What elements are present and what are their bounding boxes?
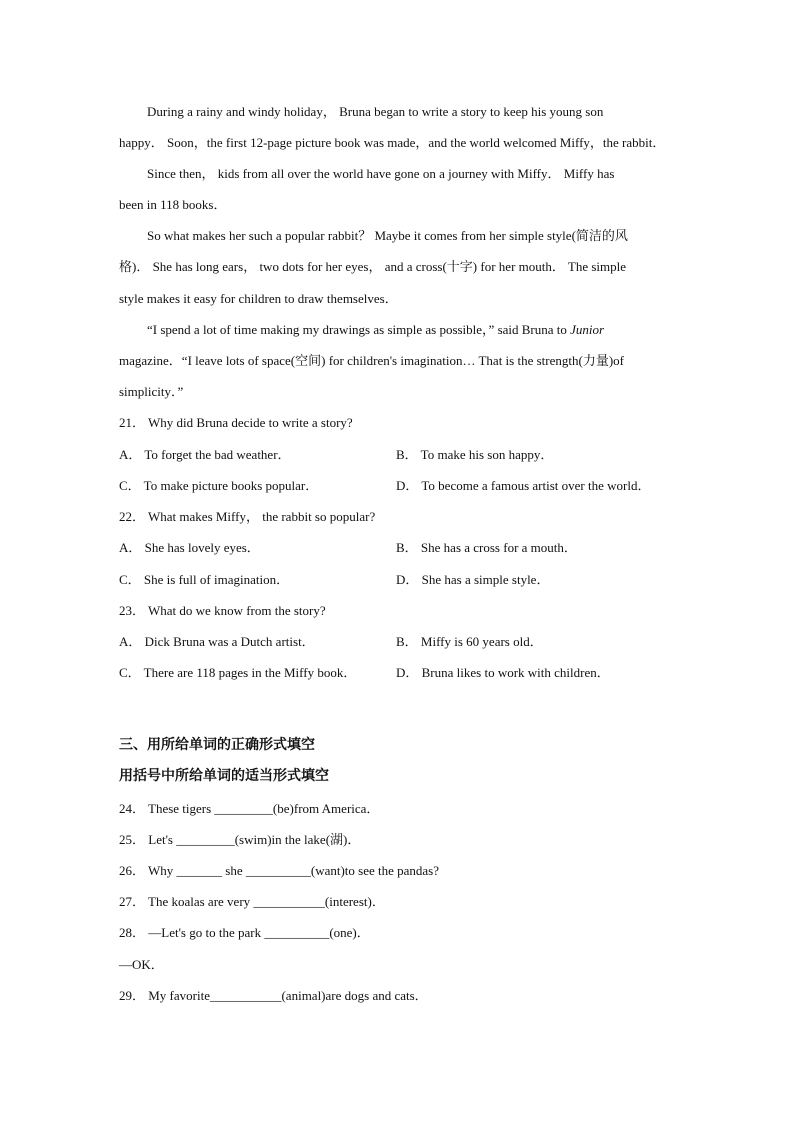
question-stem: 21． Why did Bruna decide to write a story? xyxy=(119,415,353,430)
option-c[interactable]: C． She is full of imagination． xyxy=(119,572,290,587)
fill-blank-item: 25． Let's _________(swim)in the lake(湖)． xyxy=(119,832,361,847)
fill-blank-item: 28． —Let's go to the park __________(one)． xyxy=(119,925,370,940)
option-a[interactable]: A． To forget the bad weather． xyxy=(119,447,291,462)
fill-blank-item: 26． Why _______ she __________(want)to see the pandas? xyxy=(119,863,440,878)
passage-line: simplicity．” xyxy=(119,384,184,399)
option-b[interactable]: B． She has a cross for a mouth． xyxy=(396,540,577,555)
fill-blank-item: 29． My favorite___________(animal)are dogs and cats． xyxy=(119,988,428,1003)
passage-line: been in 118 books． xyxy=(119,197,227,212)
option-b[interactable]: B． To make his son happy． xyxy=(396,447,554,462)
fill-blank-item: 24． These tigers _________(be)from America． xyxy=(119,801,380,816)
fill-blank-item: 27． The koalas are very ___________(interest)． xyxy=(119,894,385,909)
option-c[interactable]: C． To make picture books popular． xyxy=(119,478,319,493)
passage-line: During a rainy and windy holiday， Bruna began to write a story to keep his young son xyxy=(147,104,604,119)
option-d[interactable]: D． To become a famous artist over the world． xyxy=(396,478,651,493)
question-stem: 23． What do we know from the story? xyxy=(119,603,326,618)
passage-line: style makes it easy for children to draw themselves． xyxy=(119,291,398,306)
passage-text: “I spend a lot of time making my drawings as simple as possible，” said Bruna to xyxy=(147,322,571,337)
passage-line: Since then， kids from all over the world have gone on a journey with Miffy． Miffy has xyxy=(147,166,615,181)
question-stem: 22． What makes Miffy， the rabbit so popular? xyxy=(119,509,376,524)
passage-line: happy． Soon，the first 12-page picture book was made，and the world welcomed Miffy，the rabbit． xyxy=(119,135,666,150)
option-b[interactable]: B． Miffy is 60 years old． xyxy=(396,634,543,649)
section-heading: 三、用所给单词的正确形式填空 xyxy=(119,738,315,753)
fill-blank-reply: —OK． xyxy=(119,957,164,972)
option-d[interactable]: D． Bruna likes to work with children． xyxy=(396,665,610,680)
passage-line: So what makes her such a popular rabbit？ Maybe it comes from her simple style(简洁的风 xyxy=(147,228,628,243)
passage-line: magazine．“I leave lots of space(空间) for children's imagination… That is the strength(力量)of xyxy=(119,353,624,368)
option-a[interactable]: A． Dick Bruna was a Dutch artist． xyxy=(119,634,315,649)
passage-line xyxy=(147,321,604,339)
option-d[interactable]: D． She has a simple style． xyxy=(396,572,550,587)
section-subheading: 用括号中所给单词的适当形式填空 xyxy=(119,769,329,784)
magazine-title: Junior xyxy=(570,322,605,337)
passage-line: 格)． She has long ears， two dots for her eyes， and a cross(十字) for her mouth． The simple xyxy=(119,259,627,274)
option-a[interactable]: A． She has lovely eyes． xyxy=(119,540,260,555)
option-c[interactable]: C． There are 118 pages in the Miffy book． xyxy=(119,665,357,680)
